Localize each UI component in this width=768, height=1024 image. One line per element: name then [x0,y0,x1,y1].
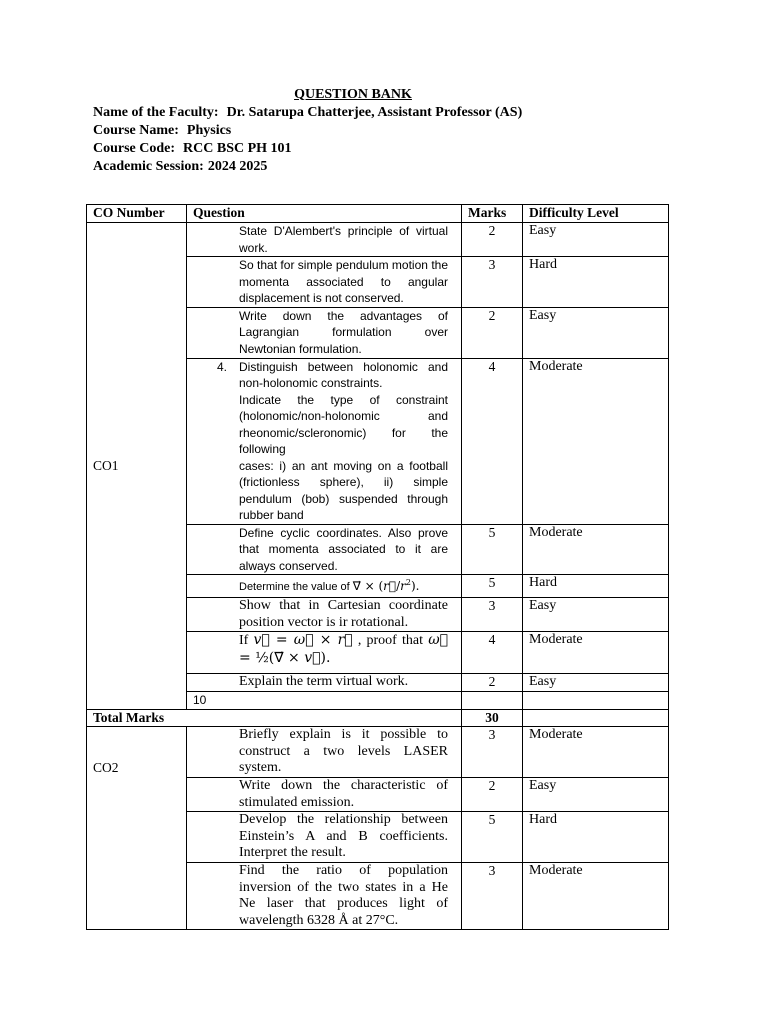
header-marks: Marks [462,205,523,223]
course-code-line [93,140,693,158]
question-cell [187,358,462,524]
difficulty-cell: Easy [523,778,669,812]
difficulty-cell: Easy [523,598,669,632]
header-question: Question [187,205,462,223]
difficulty-cell: Moderate [523,863,669,930]
question-cell: State D'Alembert's principle of virtual work. [187,223,462,257]
marks-cell: 3 [462,727,523,778]
question-table [86,204,669,930]
co2-cell: CO2 [87,727,187,930]
question-cell: Define cyclic coordinates. Also prove that momenta associated to it are always conserved. [187,524,462,575]
velocity-expression: v⃗ = ω⃗ × r⃗ [253,632,353,648]
question-text: If [239,633,249,648]
marks-cell: 2 [462,307,523,358]
course-code-label: Course Code: [93,141,176,156]
empty-cell [462,692,523,710]
header-difficulty: Difficulty Level [523,205,669,223]
empty-cell [523,692,669,710]
question-number: 4. [217,359,228,374]
question-cell: Write down the characteristic of stimulated emission. [187,778,462,812]
difficulty-cell: Easy [523,307,669,358]
difficulty-cell: Hard [523,575,669,598]
difficulty-cell: Moderate [523,727,669,778]
difficulty-cell: Hard [523,257,669,308]
session-value: 2024 2025 [207,159,268,174]
table-header-row [87,205,669,223]
question-cell [187,575,462,598]
course-name-line [93,122,693,140]
question-count-cell: 10 [187,692,462,710]
question-text: Determine the value of [239,581,350,593]
empty-cell [523,709,669,727]
table-row [87,223,669,257]
question-part-3: cases: i) an ant moving on a football (frictionless sphere), ii) simple pendulum (bob) suspended through rubber band [239,458,448,522]
marks-cell: 3 [462,863,523,930]
marks-cell: 2 [462,223,523,257]
co1-cell: CO1 [87,223,187,710]
marks-cell: 2 [462,674,523,692]
question-part-2: Indicate the type of constraint (holonomic/non-holonomic and rheonomic/scleronomic) for the following [239,392,448,456]
header-co-number: CO Number [87,205,187,223]
session-line [93,158,693,176]
question-cell: Explain the term virtual work. [187,674,462,692]
question-cell: Write down the advantages of Lagrangian formulation over Newtonian formulation. [187,307,462,358]
difficulty-cell: Moderate [523,358,669,524]
page-title: QUESTION BANK [294,87,412,102]
difficulty-cell: Moderate [523,632,669,674]
difficulty-cell: Easy [523,674,669,692]
course-code-value: RCC BSC PH 101 [183,141,292,156]
marks-cell: 3 [462,598,523,632]
question-text-middle: , proof that [357,633,424,648]
difficulty-cell: Hard [523,812,669,863]
curl-expression: ∇⃗ × $(r⃗/r^2)$. [352,578,420,593]
question-part-1: Distinguish between holonomic and non-holonomic constraints. [239,359,448,390]
marks-cell: 4 [462,632,523,674]
marks-cell: 4 [462,358,523,524]
total-label: Total Marks [87,709,462,727]
question-cell: Develop the relationship between Einstein’s A and B coefficients. Interpret the result. [187,812,462,863]
course-name-label: Course Name: [93,123,179,138]
total-row [87,709,669,727]
marks-cell: 5 [462,812,523,863]
marks-cell: 3 [462,257,523,308]
question-cell: So that for simple pendulum motion the momenta associated to angular displacement is not conserved. [187,257,462,308]
table-row [87,727,669,778]
question-cell: Find the ratio of population inversion of the two states in a He Ne laser that produces light of wavelength 6328 Å at 27°C. [187,863,462,930]
faculty-label: Name of the Faculty: [93,105,219,120]
faculty-line [93,104,693,122]
question-cell [187,632,462,674]
total-value: 30 [462,709,523,727]
session-label: Academic Session: [93,159,204,174]
question-cell: Briefly explain is it possible to construct a two levels LASER system. [187,727,462,778]
difficulty-cell: Moderate [523,524,669,575]
marks-cell: 5 [462,575,523,598]
marks-cell: 2 [462,778,523,812]
marks-cell: 5 [462,524,523,575]
faculty-value: Dr. Satarupa Chatterjee, Assistant Professor (AS) [226,105,523,120]
course-name-value: Physics [186,123,232,138]
omega-expression: ω⃗ = ½(∇⃗ × v⃗). [239,632,449,666]
question-cell: Show that in Cartesian coordinate position vector is ir rotational. [187,598,462,632]
difficulty-cell: Easy [523,223,669,257]
document-header [93,86,693,176]
